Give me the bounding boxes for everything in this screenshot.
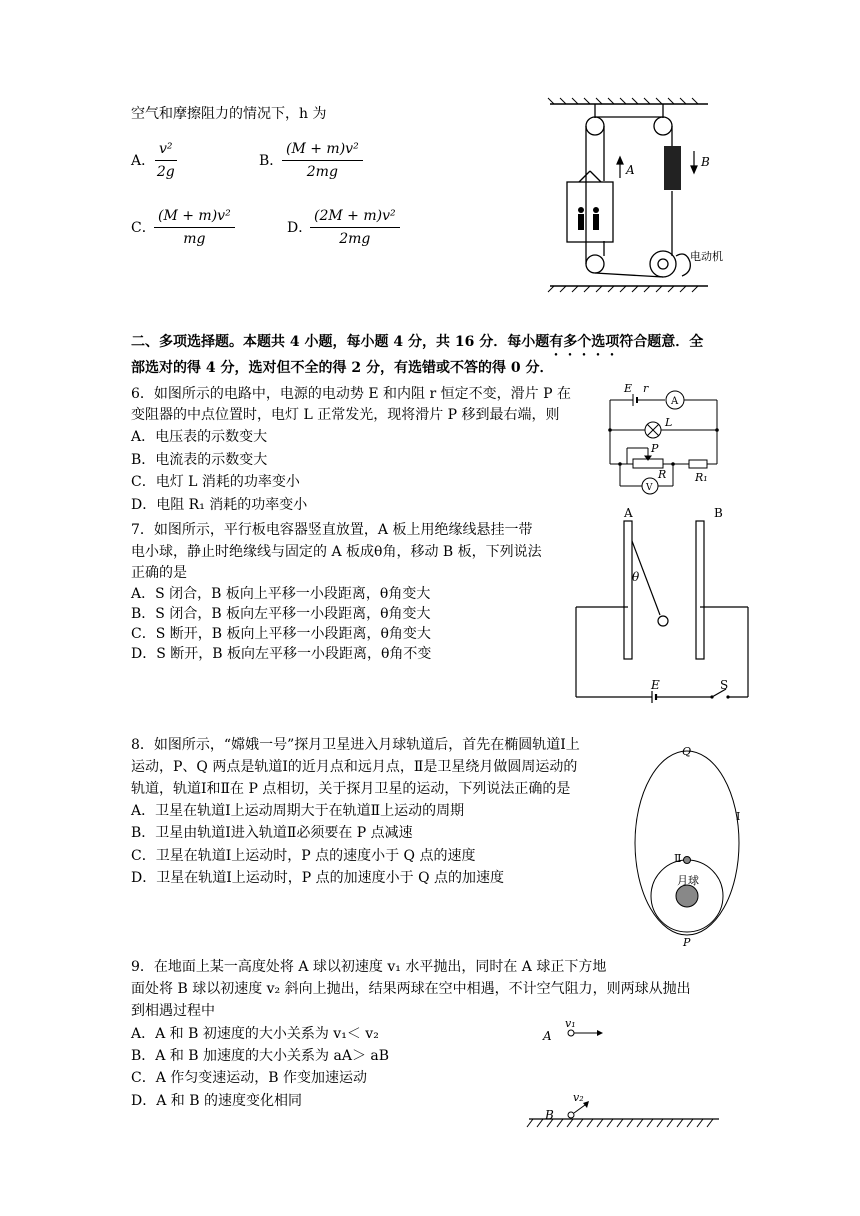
orbit-i-label: Ⅰ [736,810,741,823]
rheostat-label: R [658,468,667,481]
velocity-v1-label: v₁ [565,1017,576,1030]
plate-b-label: B [714,506,723,520]
q5-stem-tail: 空气和摩擦阻力的情况下，h 为 [131,106,327,122]
q5-option-b-fraction [282,138,363,183]
q9-option-b: B．A 和 B 加速度的大小关系为 aA＞ aB [131,1048,390,1064]
projectile-diagram [525,1015,725,1135]
orbit-ii-label: Ⅱ [674,852,682,865]
lamp-label: L [665,416,673,429]
q5-option-c-denominator: mg [183,231,206,247]
q5-option-b-numerator: (M + m)v² [282,138,363,161]
plate-a-label: A [624,506,633,520]
q5-option-a-label: A． [131,153,156,169]
section2-heading-line2: 部选对的得 4 分，选对但不全的得 2 分，有选错或不答的得 0 分． [131,360,554,376]
q5-option-b-label: B． [259,153,284,169]
circuit-label-r: r [643,382,649,395]
q8-option-c: C．卫星在轨道Ⅰ上运动时，P 点的速度小于 Q 点的速度 [131,848,476,864]
q9-option-a: A．A 和 B 初速度的大小关系为 v₁＜ v₂ [131,1026,379,1042]
section2-heading-part-b: 符合题意．全 [619,334,704,350]
q5-option-d-denominator: 2mg [339,231,371,247]
q9-stem-line3: 到相遇过程中 [131,1003,215,1019]
section2-heading-emphasis: 有多个选项 [549,334,620,350]
q6-option-d: D．电阻 R₁ 消耗的功率变小 [131,497,308,513]
q5-option-c-fraction [154,205,235,250]
ammeter-label: A [671,396,679,407]
ball-b-label: B [545,1108,554,1122]
q6-stem-line1: 6．如图所示的电路中，电源的电动势 E 和内阻 r 恒定不变，滑片 P 在 [131,386,571,402]
resistor-r1-label: R₁ [695,471,708,484]
q6-option-b: B．电流表的示数变大 [131,452,268,468]
q9-option-c: C．A 作匀变速运动，B 作变加速运动 [131,1070,368,1086]
q5-option-c-numerator: (M + m)v² [154,205,235,228]
section2-heading-line1 [131,332,703,359]
q8-option-d: D．卫星在轨道Ⅰ上运动时，P 点的加速度小于 Q 点的加速度 [131,870,505,886]
q5-option-a-numerator: v² [155,138,177,161]
velocity-v2-label: v₂ [573,1091,584,1104]
orbit-point-p-label: P [683,936,691,949]
elevator-diagram [540,96,740,296]
battery-e-label: E [651,678,660,692]
q5-option-a-fraction [155,138,177,183]
theta-label: θ [632,570,640,584]
q9-option-d: D．A 和 B 的速度变化相同 [131,1093,302,1109]
voltmeter-label: V [646,483,653,493]
q7-option-c: C．S 断开，B 板向上平移一小段距离，θ角变大 [131,626,431,642]
q8-stem-line3: 轨道，轨道Ⅰ和Ⅱ在 P 点相切，关于探月卫星的运动，下列说法正确的是 [131,781,571,797]
circuit-diagram [605,380,725,500]
q7-option-a: A．S 闭合，B 板向上平移一小段距离，θ角变大 [131,586,431,602]
q6-option-a: A．电压表的示数变大 [131,429,268,445]
slider-label: P [651,442,659,455]
q5-option-d-label: D． [287,220,313,236]
q7-option-d: D．S 断开，B 板向左平移一小段距离，θ角不变 [131,646,432,662]
moon-label: 月球 [677,874,699,887]
q8-stem-line1: 8．如图所示，“嫦娥一号”探月卫星进入月球轨道后，首先在椭圆轨道Ⅰ上 [131,737,580,753]
q5-option-b-denominator: 2mg [306,164,338,180]
q5-option-c-label: C． [131,220,156,236]
capacitor-diagram [572,505,752,705]
ball-a-label: A [543,1029,552,1043]
q6-stem-line2: 变阻器的中点位置时，电灯 L 正常发光，现将滑片 P 移到最右端，则 [131,407,560,423]
q8-option-a: A．卫星在轨道Ⅰ上运动周期大于在轨道Ⅱ上运动的周期 [131,803,465,819]
switch-s-label: S [720,678,729,692]
motor-label: 电动机 [690,250,723,263]
orbit-point-q-label: Q [682,745,692,758]
section2-heading-part-a: 二、多项选择题。本题共 4 小题，每小题 4 分，共 16 分．每小题 [131,334,550,350]
counterweight-arrow-b-label: B [701,155,710,169]
q7-option-b: B．S 闭合，B 板向左平移一小段距离，θ角变大 [131,606,431,622]
q8-option-b: B．卫星由轨道Ⅰ进入轨道Ⅱ必须要在 P 点减速 [131,825,413,841]
q5-option-d-fraction [310,205,400,250]
q9-stem-line1: 9．在地面上某一高度处将 A 球以初速度 v₁ 水平抛出，同时在 A 球正下方地 [131,959,607,975]
lunar-orbit-diagram [625,740,755,955]
circuit-label-e: E [624,382,633,395]
q6-option-c: C．电灯 L 消耗的功率变小 [131,474,300,490]
q5-option-a-denominator: 2g [156,164,175,180]
q5-option-d-numerator: (2M + m)v² [310,205,400,228]
q8-stem-line2: 运动，P、Q 两点是轨道Ⅰ的近月点和远月点，Ⅱ是卫星绕月做圆周运动的 [131,759,578,775]
q7-stem-line1: 7．如图所示，平行板电容器竖直放置，A 板上用绝缘线悬挂一带 [131,522,533,538]
elevator-arrow-a-label: A [626,163,635,177]
q9-stem-line2: 面处将 B 球以初速度 v₂ 斜向上抛出，结果两球在空中相遇，不计空气阻力，则两球从抛出 [131,981,691,997]
q7-stem-line3: 正确的是 [131,565,187,581]
q7-stem-line2: 电小球，静止时绝缘线与固定的 A 板成θ角，移动 B 板，下列说法 [131,544,542,560]
